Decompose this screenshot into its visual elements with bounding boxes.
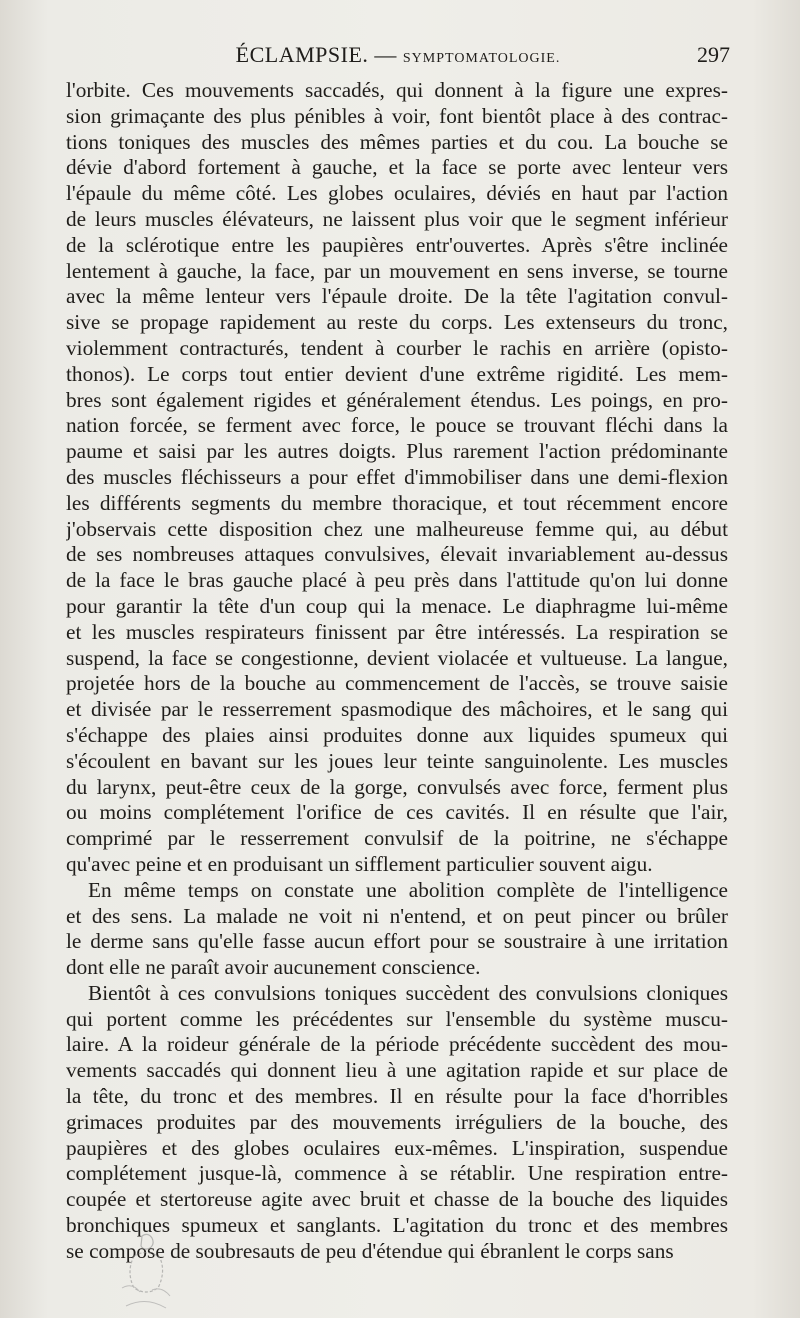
- text-line: Bientôt à ces convulsions toniques succèdent des convulsions cloniques: [88, 980, 728, 1005]
- text-line: qu'avec peine et en produisant un sifflement particulier souvent aigu.: [66, 851, 653, 876]
- text-line: paupières et des globes oculaires eux-mêmes. L'inspiration, suspendue: [66, 1135, 728, 1160]
- text-line: sion grimaçante des plus pénibles à voir, font bientôt place à des contrac-: [66, 103, 728, 128]
- text-line: s'échappe des plaies ainsi produites donne aux liquides spumeux qui: [66, 722, 728, 747]
- text-line: nation forcée, se ferment avec force, le pouce se trouvant fléchi dans la: [66, 413, 728, 438]
- running-title-sub: SYMPTOMATOLOGIE.: [402, 51, 561, 66]
- text-line: avec la même lenteur vers l'épaule droite. De la tête l'agitation convul-: [66, 284, 728, 309]
- text-line: du larynx, peut-être ceux de la gorge, convulsés avec force, ferment plus: [66, 774, 728, 799]
- text-line: s'écoulent en bavant sur les joues leur teinte sanguinolente. Les muscles: [66, 748, 728, 773]
- text-line: et les muscles respirateurs finissent par être intéressés. La respiration se: [66, 619, 728, 644]
- text-line: tions toniques des muscles des mêmes parties et du cou. La bouche se: [66, 129, 728, 154]
- text-line: la tête, du tronc et des membres. Il en résulte pour la face d'horribles: [66, 1084, 728, 1109]
- text-line: projetée hors de la bouche au commencement de l'accès, se trouve saisie: [66, 671, 728, 696]
- text-line: l'épaule du même côté. Les globes oculaires, déviés en haut par l'action: [66, 181, 728, 206]
- text-line: se compose de soubresauts de peu d'étendue qui ébranlent le corps sans: [66, 1238, 674, 1263]
- text-line: En même temps on constate une abolition complète de l'intelligence: [88, 877, 728, 902]
- running-title: [66, 42, 730, 68]
- text-line: laire. A la roideur générale de la période précédente succèdent des mou-: [66, 1032, 728, 1057]
- text-line: suspend, la face se congestionne, devient violacée et vultueuse. La langue,: [66, 645, 728, 670]
- running-header: [66, 42, 730, 72]
- text-line: j'observais cette disposition chez une malheureuse femme qui, au début: [66, 516, 728, 541]
- text-line: l'orbite. Ces mouvements saccadés, qui donnent à la figure une expres-: [66, 78, 728, 102]
- text-line: ou moins complétement l'orifice de ces cavités. Il en résulte que l'air,: [66, 800, 728, 825]
- text-line: lentement à gauche, la face, par un mouvement en sens inverse, se tourne: [66, 258, 728, 283]
- text-line: les différents segments du membre thoracique, et tout récemment encore: [66, 490, 728, 515]
- text-line: et des sens. La malade ne voit ni n'entend, et on peut pincer ou brûler: [66, 903, 728, 928]
- text-line: complétement jusque-là, commence à se rétablir. Une respiration entre-: [66, 1161, 728, 1186]
- text-line: de leurs muscles élévateurs, ne laissent plus voir que le segment inférieur: [66, 206, 728, 231]
- text-line: vements saccadés qui donnent lieu à une agitation rapide et sur place de: [66, 1058, 728, 1083]
- text-line: violemment contracturés, tendent à courber le rachis en arrière (opisto-: [66, 335, 728, 360]
- text-line: grimaces produites par des mouvements irréguliers de la bouche, des: [66, 1109, 728, 1134]
- text-line: coupée et stertoreuse agite avec bruit et chasse de la bouche des liquides: [66, 1187, 728, 1212]
- text-line: bres sont également rigides et généralement étendus. Les poings, en pro-: [66, 387, 728, 412]
- text-line: le derme sans qu'elle fasse aucun effort pour se soustraire à une irritation: [66, 929, 728, 954]
- text-line: de ses nombreuses attaques convulsives, élevait invariablement au-dessus: [66, 542, 728, 567]
- text-line: de la face le bras gauche placé à peu près dans l'attitude qu'on lui donne: [66, 568, 728, 593]
- text-line: dont elle ne paraît avoir aucunement conscience.: [66, 955, 481, 980]
- text-line: dévie d'abord fortement à gauche, et la face se porte avec lenteur vers: [66, 155, 728, 180]
- text-line: des muscles fléchisseurs a pour effet d'immobiliser dans une demi-flexion: [66, 464, 728, 489]
- text-line: pour garantir la tête d'un coup qui la menace. Le diaphragme lui-même: [66, 593, 728, 618]
- library-stamp-drawing: [112, 1228, 182, 1316]
- text-line: et divisée par le resserrement spasmodique des mâchoires, et le sang qui: [66, 697, 728, 722]
- body-text: [66, 78, 728, 1265]
- text-line: paume et saisi par les autres doigts. Plus rarement l'action prédominante: [66, 439, 728, 464]
- running-title-main: ÉCLAMPSIE.: [235, 42, 369, 67]
- text-line: qui portent comme les précédentes sur l'ensemble du système muscu-: [66, 1006, 728, 1031]
- text-line: thonos). Le corps tout entier devient d'une extrême rigidité. Les mem-: [66, 361, 728, 386]
- text-line: sive se propage rapidement au reste du corps. Les extenseurs du tronc,: [66, 310, 728, 335]
- text-line: comprimé par le resserrement convulsif de la poitrine, ne s'échappe: [66, 826, 728, 851]
- running-title-dash: —: [368, 42, 403, 67]
- text-line: bronchiques spumeux et sanglants. L'agitation du tronc et des membres: [66, 1213, 728, 1238]
- text-line: de la sclérotique entre les paupières entr'ouvertes. Après s'être inclinée: [66, 232, 728, 257]
- page-number: 297: [697, 42, 730, 67]
